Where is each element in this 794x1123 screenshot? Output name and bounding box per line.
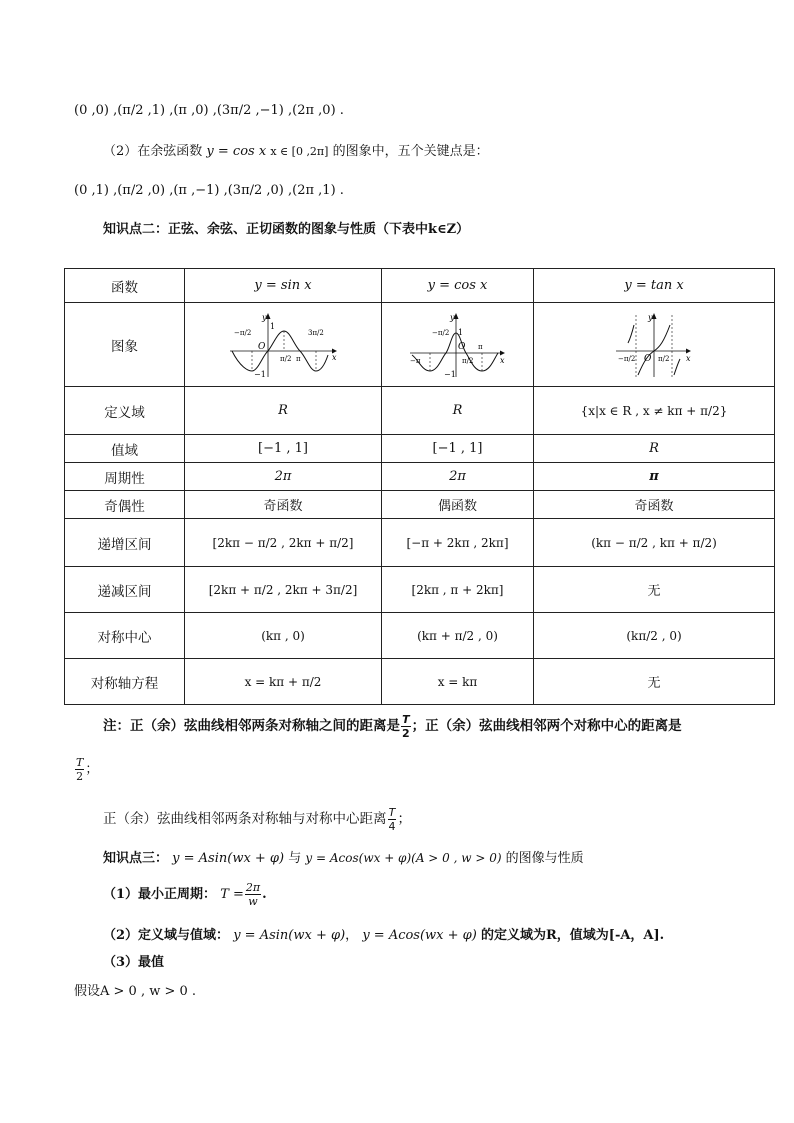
sin-graph <box>228 311 338 379</box>
period-end: . <box>262 887 267 902</box>
extrema-label: （3）最值 <box>103 955 165 970</box>
note1-mid: ；正（余）弦曲线相邻两个对称中心的距离是 <box>411 718 682 734</box>
table-header-row <box>65 269 775 303</box>
cos-domain: x ∈ [0 ,2π] <box>270 145 329 158</box>
cos-graph <box>408 311 508 379</box>
tan-graph-y-label: y <box>648 312 653 322</box>
axis-cos: x = kπ <box>382 659 534 705</box>
parity-sin: 奇函数 <box>185 491 382 519</box>
domain-range-suffix: 的定义域为R，值域为[-A，A]. <box>480 928 665 943</box>
cos-intro-line <box>103 141 489 163</box>
row-label-decreasing: 递减区间 <box>65 567 185 613</box>
note-1 <box>103 712 682 740</box>
table-row-domain <box>65 387 775 435</box>
table-row-period <box>65 463 775 491</box>
period-cos: 2π <box>382 463 534 491</box>
note1b-frac-T-over-2 <box>75 756 84 783</box>
note-1-continued <box>74 755 98 785</box>
domain-range-formula-sin: y = Asin(wx + φ) <box>233 928 346 943</box>
cos-graph-neg-half-pi: −π/2 <box>431 328 449 337</box>
domain-tan: {x|x ∈ R , x ≠ kπ + π/2} <box>534 387 775 435</box>
domain-range-label: （2）定义域与值域： <box>103 928 230 943</box>
section3-formula-sin: y = Asin(wx + φ) <box>172 851 285 866</box>
section3-period <box>103 878 267 912</box>
cos-graph-neg-pi: −π <box>409 356 420 365</box>
note-2 <box>103 804 411 834</box>
range-tan: R <box>534 435 775 463</box>
sin-key-points-text: (0 ,0) ,(π/2 ,1) ,(π ,0) ,(3π/2 ,−1) ,(2π ,0) . <box>74 103 344 118</box>
row-label-period: 周期性 <box>65 463 185 491</box>
increasing-tan: (kπ − π/2 , kπ + π/2) <box>534 519 775 567</box>
header-tan: y = tan x <box>534 269 775 303</box>
note1b-semicolon: ； <box>85 762 99 777</box>
sin-graph-half-pi: π/2 <box>280 354 292 363</box>
cos-graph-pi: π <box>477 342 483 351</box>
cos-key-points <box>74 180 344 202</box>
row-label-domain: 定义域 <box>65 387 185 435</box>
row-label-increasing: 递增区间 <box>65 519 185 567</box>
period-sin: 2π <box>185 463 382 491</box>
decreasing-cos: [2kπ , π + 2kπ] <box>382 567 534 613</box>
parity-tan: 奇函数 <box>534 491 775 519</box>
header-label: 函数 <box>65 269 185 303</box>
row-label-graph: 图象 <box>65 303 185 387</box>
tan-graph <box>614 311 694 379</box>
note2-semicolon: ； <box>397 811 411 827</box>
tan-graph-origin: O <box>644 353 652 364</box>
trig-properties-table <box>64 268 775 705</box>
header-cos: y = cos x <box>382 269 534 303</box>
cos-graph-x-label: x <box>499 355 505 365</box>
period-T-equals: T = <box>220 887 244 902</box>
section3-formula-cos: y = Acos(wx + φ)(A > 0 , w > 0) <box>305 851 502 865</box>
note1-frac-den: 2 <box>402 726 410 740</box>
cos-key-points-text: (0 ,1) ,(π/2 ,0) ,(π ,−1) ,(3π/2 ,0) ,(2π ,1) . <box>74 183 344 198</box>
row-label-center: 对称中心 <box>65 613 185 659</box>
cos-graph-neg-one: −1 <box>443 369 456 379</box>
period-frac-den: w <box>248 895 258 908</box>
period-label: （1）最小正周期： <box>103 887 217 902</box>
range-sin: [−1 , 1] <box>185 435 382 463</box>
sin-graph-cell <box>185 303 382 387</box>
tan-graph-x-label: x <box>686 353 691 363</box>
period-fraction <box>245 881 261 908</box>
sin-graph-pi: π <box>296 354 301 363</box>
row-label-parity: 奇偶性 <box>65 491 185 519</box>
note1-frac-T-over-2 <box>401 713 411 740</box>
note1-prefix: 注：正（余）弦曲线相邻两条对称轴之间的距离是 <box>103 718 400 734</box>
section3-heading <box>103 847 584 870</box>
note1b-frac-num: T <box>76 756 84 769</box>
domain-cos: R <box>382 387 534 435</box>
note2-frac-den: 4 <box>388 819 396 833</box>
increasing-sin: [2kπ − π/2 , 2kπ + π/2] <box>185 519 382 567</box>
section2-heading <box>103 219 469 241</box>
note2-text: 正（余）弦曲线相邻两条对称轴与对称中心距离 <box>103 811 387 827</box>
table-row-decreasing <box>65 567 775 613</box>
domain-range-formula-cos: y = Acos(wx + φ) <box>362 928 477 943</box>
center-sin: (kπ , 0) <box>185 613 382 659</box>
range-cos: [−1 , 1] <box>382 435 534 463</box>
table-row-graph <box>65 303 775 387</box>
tan-graph-cell <box>534 303 775 387</box>
note2-frac-T-over-4 <box>388 806 397 833</box>
table-row-parity <box>65 491 775 519</box>
header-sin: y = sin x <box>185 269 382 303</box>
note1b-frac-den: 2 <box>76 770 84 783</box>
row-label-axis: 对称轴方程 <box>65 659 185 705</box>
center-cos: (kπ + π/2 , 0) <box>382 613 534 659</box>
section3-extrema <box>103 952 164 974</box>
cos-graph-half-pi: π/2 <box>461 356 473 365</box>
cos-graph-one: 1 <box>457 327 463 337</box>
tan-graph-half-pi: π/2 <box>658 354 670 363</box>
cos-function: y = cos x <box>206 144 267 159</box>
sin-graph-neg-half-pi: −π/2 <box>234 328 252 337</box>
sin-graph-y-label: y <box>262 312 267 322</box>
section2-heading-text: 知识点二：正弦、余弦、正切函数的图象与性质（下表中k∈Z） <box>103 222 470 237</box>
cos-graph-cell <box>382 303 534 387</box>
period-frac-num: 2π <box>245 881 261 894</box>
domain-range-comma: ， <box>345 928 359 943</box>
table-row-increasing <box>65 519 775 567</box>
table-row-axis <box>65 659 775 705</box>
row-label-range: 值域 <box>65 435 185 463</box>
section3-heading-mid: 与 <box>288 851 302 866</box>
note1-frac-num: T <box>402 712 410 726</box>
sin-graph-three-half-pi: 3π/2 <box>308 328 324 337</box>
section3-heading-suffix: 的图像与性质 <box>505 851 584 866</box>
sin-key-points <box>74 100 344 122</box>
section3-heading-prefix: 知识点三： <box>103 851 169 866</box>
section3-assumption <box>74 981 196 1003</box>
increasing-cos: [−π + 2kπ , 2kπ] <box>382 519 534 567</box>
cos-graph-y-label: y <box>449 312 455 322</box>
cos-intro-prefix: （2）在余弦函数 <box>103 144 203 159</box>
sin-graph-origin: O <box>258 341 266 352</box>
decreasing-tan: 无 <box>534 567 775 613</box>
parity-cos: 偶函数 <box>382 491 534 519</box>
sin-graph-x-label: x <box>332 352 337 362</box>
assumption-text: 假设A > 0 , w > 0 . <box>74 984 197 999</box>
period-tan: π <box>534 463 775 491</box>
cos-intro-suffix: 的图象中，五个关键点是： <box>332 144 489 159</box>
decreasing-sin: [2kπ + π/2 , 2kπ + 3π/2] <box>185 567 382 613</box>
axis-sin: x = kπ + π/2 <box>185 659 382 705</box>
tan-graph-neg-half-pi: −π/2 <box>618 354 636 363</box>
table-row-center <box>65 613 775 659</box>
section3-domain-range <box>103 925 664 947</box>
center-tan: (kπ/2 , 0) <box>534 613 775 659</box>
sin-graph-one: 1 <box>270 321 276 331</box>
note2-frac-num: T <box>388 805 396 819</box>
sin-graph-neg-one: −1 <box>254 369 266 379</box>
domain-sin: R <box>185 387 382 435</box>
axis-tan: 无 <box>534 659 775 705</box>
table-row-range <box>65 435 775 463</box>
cos-graph-origin: O <box>457 341 465 352</box>
